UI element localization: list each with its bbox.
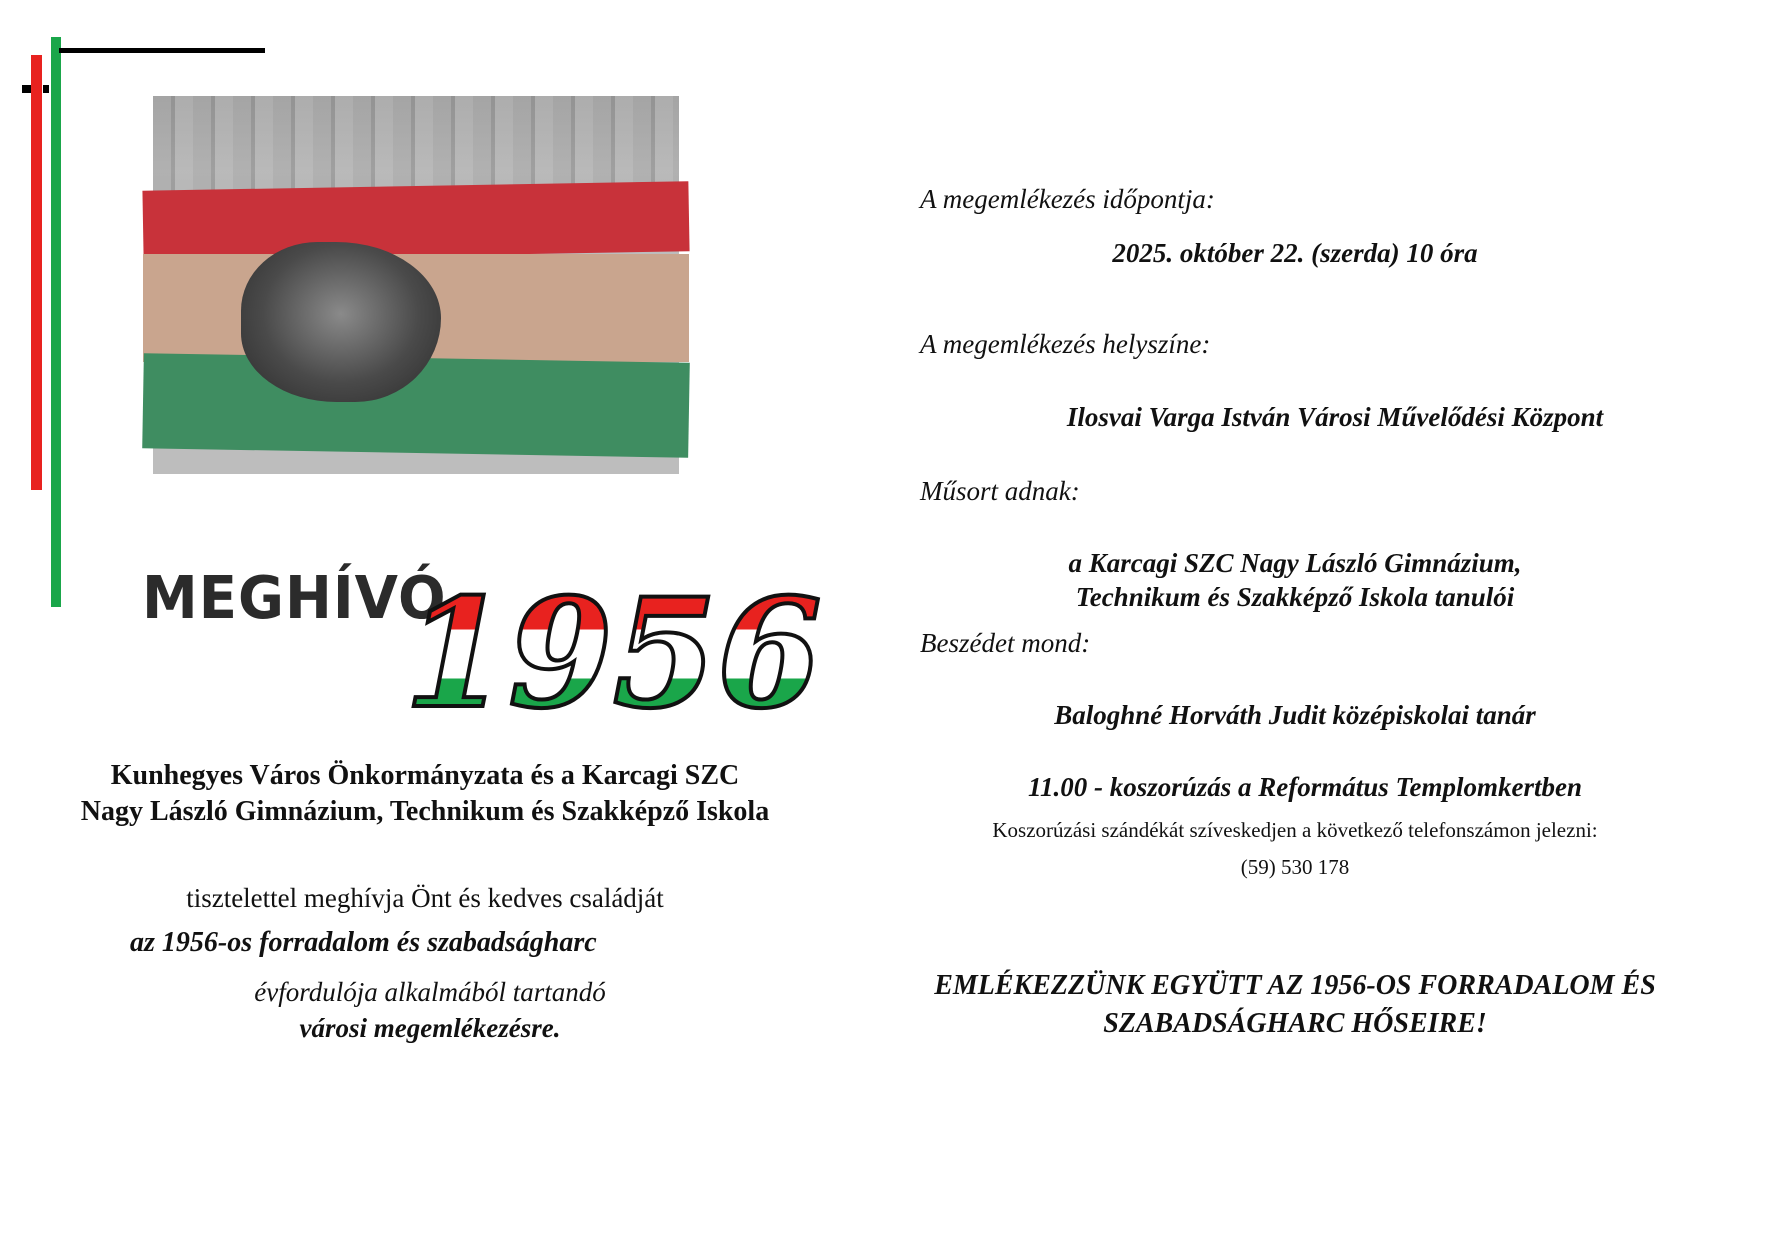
flag-stripe-red <box>31 55 42 490</box>
occasion: az 1956-os forradalom és szabadságharc <box>130 927 597 958</box>
performers-line2: Technikum és Szakképző Iskola tanulói <box>1075 582 1515 612</box>
performers-line1: a Karcagi SZC Nagy László Gimnázium, <box>1068 548 1522 578</box>
decor-mark <box>43 85 49 93</box>
performers-label: Műsort adnak: <box>920 476 1080 506</box>
closing-message: EMLÉKEZZÜNK EGYÜTT AZ 1956-OS FORRADALOM ÉS SZABADSÁGHARC HŐSEIRE! <box>934 970 1656 1039</box>
place-value: Ilosvai Varga István Városi Művelődési Központ <box>1066 402 1604 432</box>
occasion-line3: városi megemlékezésre. <box>299 1013 561 1043</box>
speaker-label: Beszédet mond: <box>920 628 1091 658</box>
photo-flag-red <box>142 181 689 261</box>
revolution-flag-photo <box>153 96 679 474</box>
year-graphic <box>400 566 822 742</box>
time-value: 2025. október 22. (szerda) 10 óra <box>1112 238 1478 268</box>
year-text: 1956 <box>404 566 822 742</box>
decor-mark <box>22 85 31 93</box>
speaker-value: Baloghné Horváth Judit középiskolai tanár <box>1054 700 1536 730</box>
photo-building <box>153 96 679 196</box>
photo-flag-hole <box>241 242 441 402</box>
occasion-line2: évfordulója alkalmából tartandó <box>254 977 606 1007</box>
wreath-value: 11.00 - koszorúzás a Református Templomkertben <box>1027 772 1583 802</box>
time-label: A megemlékezés időpontja: <box>920 184 1215 214</box>
divider-line <box>59 48 265 53</box>
greeting: tisztelettel meghívja Önt és kedves családját <box>186 883 664 913</box>
wreath-note: Koszorúzási szándékát szíveskedjen a következő telefonszámon jelezni: <box>992 818 1598 842</box>
invitation-title: MEGHÍVÓ <box>142 564 447 633</box>
organizers: Kunhegyes Város Önkormányzata és a Karcagi SZC Nagy László Gimnázium, Technikum és Szakképző Iskola <box>80 760 770 827</box>
place-label: A megemlékezés helyszíne: <box>920 329 1211 359</box>
flag-stripe-green <box>51 37 61 607</box>
phone-number: (59) 530 178 <box>1240 855 1350 879</box>
